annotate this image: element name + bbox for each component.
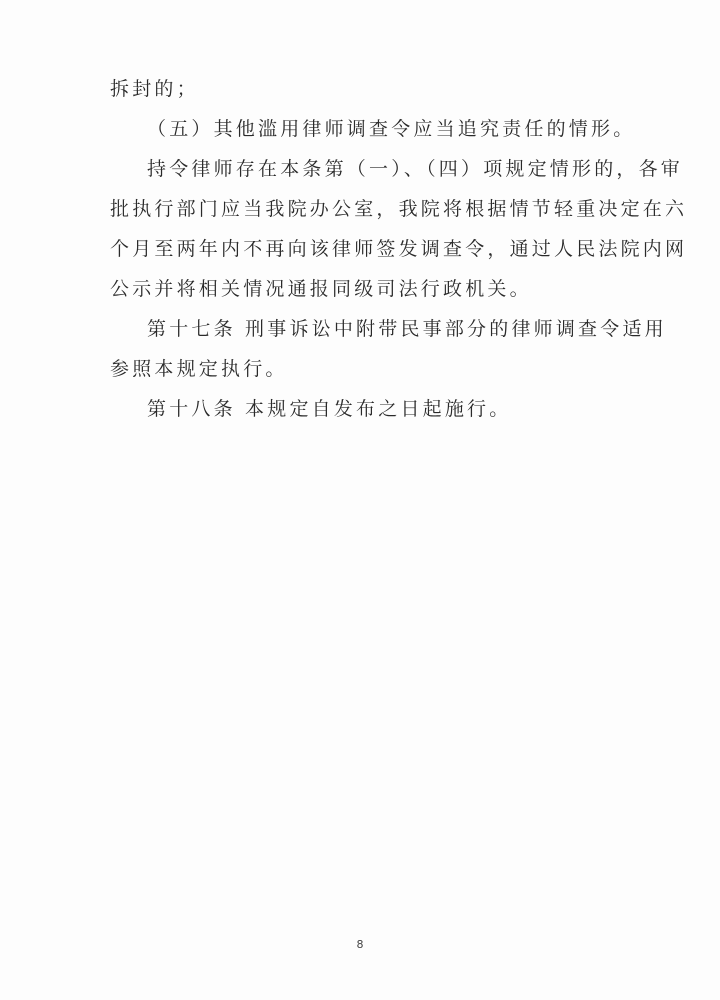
text-line: 持令律师存在本条第（一）、（四）项规定情形的，各审 (147, 158, 684, 180)
text-line: 第十八条 本规定自发布之日起施行。 (147, 398, 512, 420)
text-line: 拆封的； (110, 78, 199, 100)
page-number: 8 (356, 938, 364, 951)
text-line: （五）其他滥用律师调查令应当追究责任的情形。 (147, 118, 636, 140)
text-line: 参照本规定执行。 (110, 358, 288, 380)
text-line: 公示并将相关情况通报同级司法行政机关。 (110, 278, 532, 300)
text-line: 批执行部门应当我院办公室，我院将根据情节轻重决定在六 (110, 198, 688, 220)
text-line: 个月至两年内不再向该律师签发调查令，通过人民法院内网 (110, 238, 688, 260)
text-line: 第十七条 刑事诉讼中附带民事部分的律师调查令适用 (147, 318, 667, 340)
